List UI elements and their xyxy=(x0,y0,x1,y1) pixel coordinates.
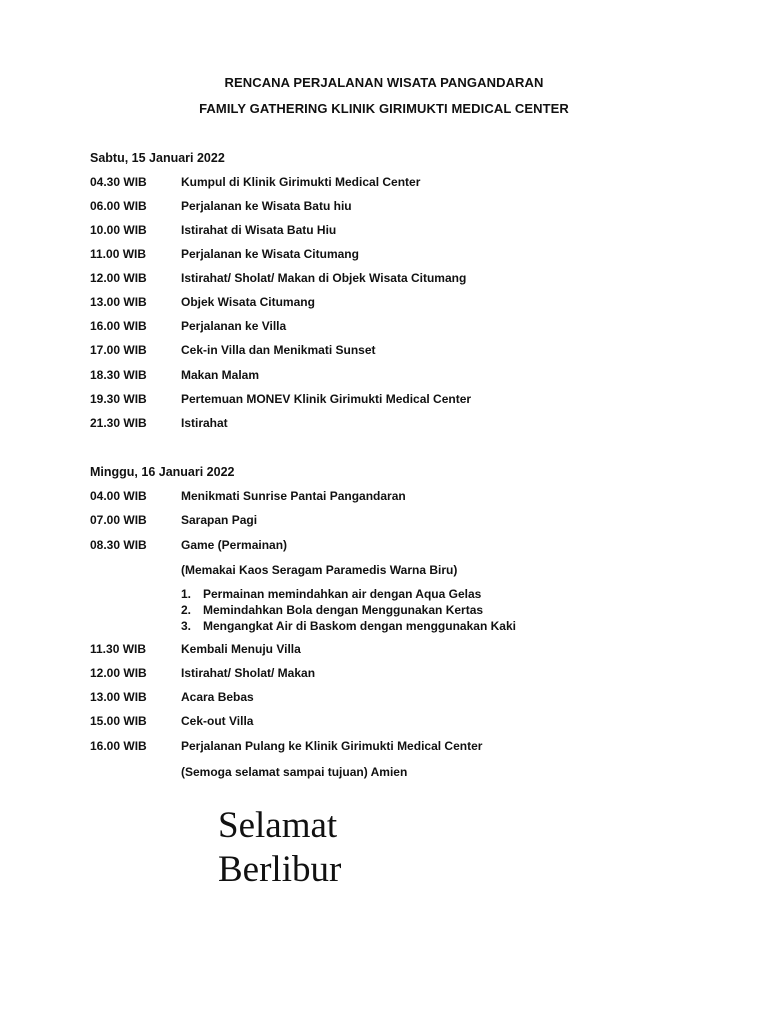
schedule-time: 12.00 WIB xyxy=(90,666,147,680)
schedule-time: 12.00 WIB xyxy=(90,271,147,285)
closing-line-1: Selamat xyxy=(218,805,338,846)
schedule-activity: Istirahat/ Sholat/ Makan xyxy=(181,666,316,680)
schedule-activity: Sarapan Pagi xyxy=(181,513,258,527)
document-title: RENCANA PERJALANAN WISATA PANGANDARAN xyxy=(224,75,544,90)
list-item xyxy=(181,587,516,603)
schedule-time: 11.30 WIB xyxy=(90,642,147,656)
document-subtitle: FAMILY GATHERING KLINIK GIRIMUKTI MEDICAL CENTER xyxy=(199,101,569,116)
schedule-activity: Kumpul di Klinik Girimukti Medical Center xyxy=(181,175,421,189)
game-text: Permainan memindahkan air dengan Aqua Gelas xyxy=(203,587,482,601)
closing-line-2: Berlibur xyxy=(218,849,342,890)
schedule-activity: Cek-in Villa dan Menikmati Sunset xyxy=(181,343,376,357)
schedule-time: 19.30 WIB xyxy=(90,392,147,406)
list-number: 2. xyxy=(181,603,192,617)
list-number: 1. xyxy=(181,587,192,601)
list-number: 3. xyxy=(181,619,192,633)
game-text: Mengangkat Air di Baskom dengan menggunakan Kaki xyxy=(203,619,516,633)
schedule-time: 15.00 WIB xyxy=(90,714,147,728)
schedule-time: 06.00 WIB xyxy=(90,199,147,213)
schedule-activity: Acara Bebas xyxy=(181,690,254,704)
schedule-activity: Istirahat di Wisata Batu Hiu xyxy=(181,223,337,237)
schedule-time: 16.00 WIB xyxy=(90,319,147,333)
closing-greeting xyxy=(218,804,341,892)
schedule-time: 17.00 WIB xyxy=(90,343,147,357)
schedule-activity: Game (Permainan) xyxy=(181,538,288,552)
schedule-activity: Kembali Menuju Villa xyxy=(181,642,301,656)
list-item xyxy=(181,619,516,635)
schedule-activity: Pertemuan MONEV Klinik Girimukti Medical Center xyxy=(181,392,472,406)
schedule-activity: Istirahat/ Sholat/ Makan di Objek Wisata Citumang xyxy=(181,271,467,285)
schedule-time: 21.30 WIB xyxy=(90,416,147,430)
schedule-activity: Makan Malam xyxy=(181,368,260,382)
schedule-activity: Perjalanan ke Wisata Citumang xyxy=(181,247,359,261)
game-list xyxy=(181,587,516,635)
schedule-time: 13.00 WIB xyxy=(90,295,147,309)
schedule-activity: Perjalanan Pulang ke Klinik Girimukti Medical Center xyxy=(181,739,483,753)
day2-date-heading: Minggu, 16 Januari 2022 xyxy=(90,465,235,479)
schedule-time: 18.30 WIB xyxy=(90,368,147,382)
game-dress-note: (Memakai Kaos Seragam Paramedis Warna Biru) xyxy=(181,563,458,577)
schedule-time: 04.30 WIB xyxy=(90,175,147,189)
schedule-activity: Perjalanan ke Wisata Batu hiu xyxy=(181,199,352,213)
schedule-activity: Menikmati Sunrise Pantai Pangandaran xyxy=(181,489,406,503)
day1-date-heading: Sabtu, 15 Januari 2022 xyxy=(90,151,225,165)
schedule-time: 11.00 WIB xyxy=(90,247,147,261)
list-item xyxy=(181,603,516,619)
schedule-time: 10.00 WIB xyxy=(90,223,147,237)
schedule-activity: Cek-out Villa xyxy=(181,714,254,728)
schedule-time: 04.00 WIB xyxy=(90,489,147,503)
schedule-activity: Objek Wisata Citumang xyxy=(181,295,315,309)
game-text: Memindahkan Bola dengan Menggunakan Kertas xyxy=(203,603,484,617)
schedule-activity: Perjalanan ke Villa xyxy=(181,319,287,333)
schedule-time: 13.00 WIB xyxy=(90,690,147,704)
schedule-time: 08.30 WIB xyxy=(90,538,147,552)
schedule-activity: Istirahat xyxy=(181,416,228,430)
schedule-time: 07.00 WIB xyxy=(90,513,147,527)
schedule-time: 16.00 WIB xyxy=(90,739,147,753)
closing-note: (Semoga selamat sampai tujuan) Amien xyxy=(181,765,408,779)
